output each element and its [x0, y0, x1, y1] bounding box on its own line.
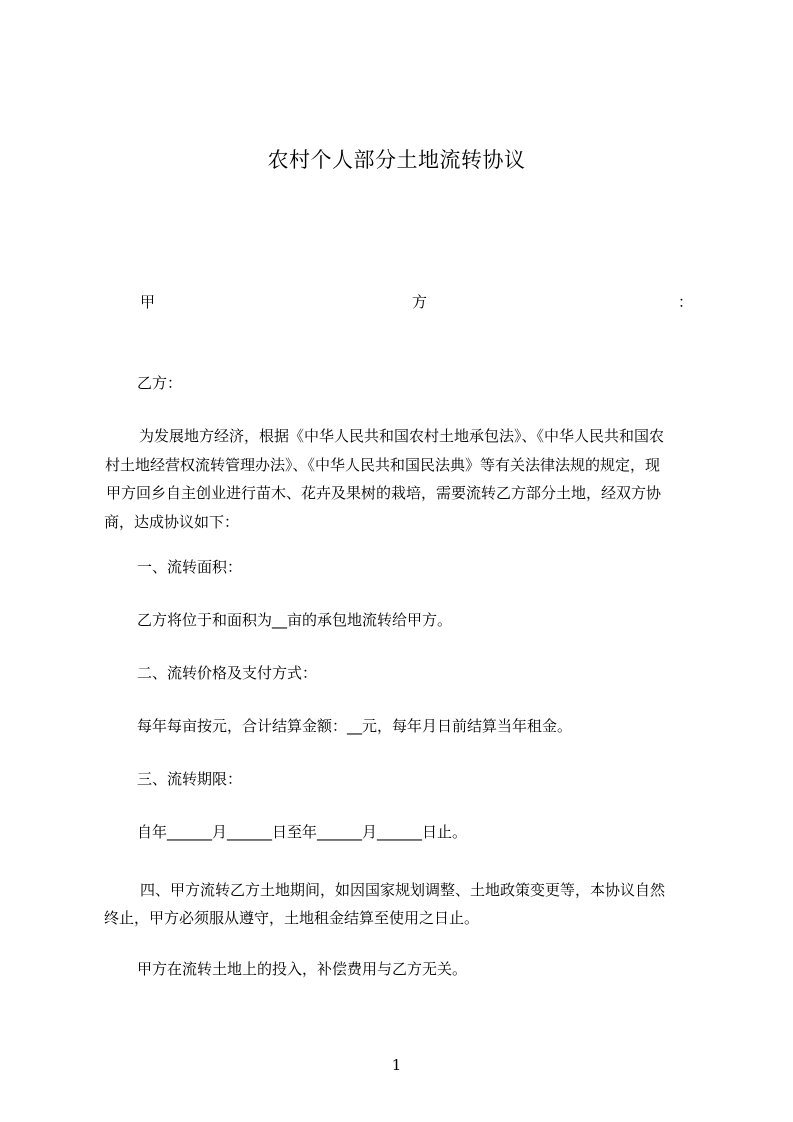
intro-paragraph [104, 422, 704, 536]
section-3-body: 自年______月______日至年______月______日止。 [137, 823, 468, 841]
section-1-heading: 一、流转面积： [137, 558, 243, 576]
party-a-colon: ： [677, 293, 693, 311]
page-number: 1 [391, 1056, 402, 1074]
party-a-char-2: 方 [412, 293, 428, 311]
intro-line: 甲方回乡自主创业进行苗木、花卉及果树的栽培，需要流转乙方部分土地，经双方协 [106, 484, 662, 502]
section-4-extra: 甲方在流转土地上的投入，补偿费用与乙方无关。 [137, 960, 468, 978]
section-4-line: 终止，甲方必须服从遵守，土地租金结算至使用之日止。 [104, 909, 480, 927]
section-2-body: 每年每亩按元，合计结算金额：__元，每年月日前结算当年租金。 [137, 717, 573, 735]
party-b-line: 乙方： [137, 374, 183, 392]
intro-line: 村土地经营权流转管理办法》、《中华人民共和国民法典》等有关法律法规的规定，现 [105, 455, 661, 474]
section-4-paragraph [104, 876, 704, 932]
intro-line: 商，达成协议如下： [104, 512, 240, 531]
section-4-line: 四、甲方流转乙方土地期间，如因国家规划调整、土地政策变更等，本协议自然 [140, 881, 666, 899]
party-a-char-1: 甲 [140, 293, 156, 311]
section-3-heading: 三、流转期限： [137, 770, 243, 788]
section-1-body: 乙方将位于和面积为__亩的承包地流转给甲方。 [137, 611, 453, 629]
document-title: 农村个人部分土地流转协议 [267, 148, 526, 172]
party-a-line [138, 291, 695, 313]
section-2-heading: 二、流转价格及支付方式： [137, 664, 318, 682]
intro-line: 为发展地方经济，根据《中华人民共和国农村土地承包法》、《中华人民共和国农 [139, 427, 665, 445]
